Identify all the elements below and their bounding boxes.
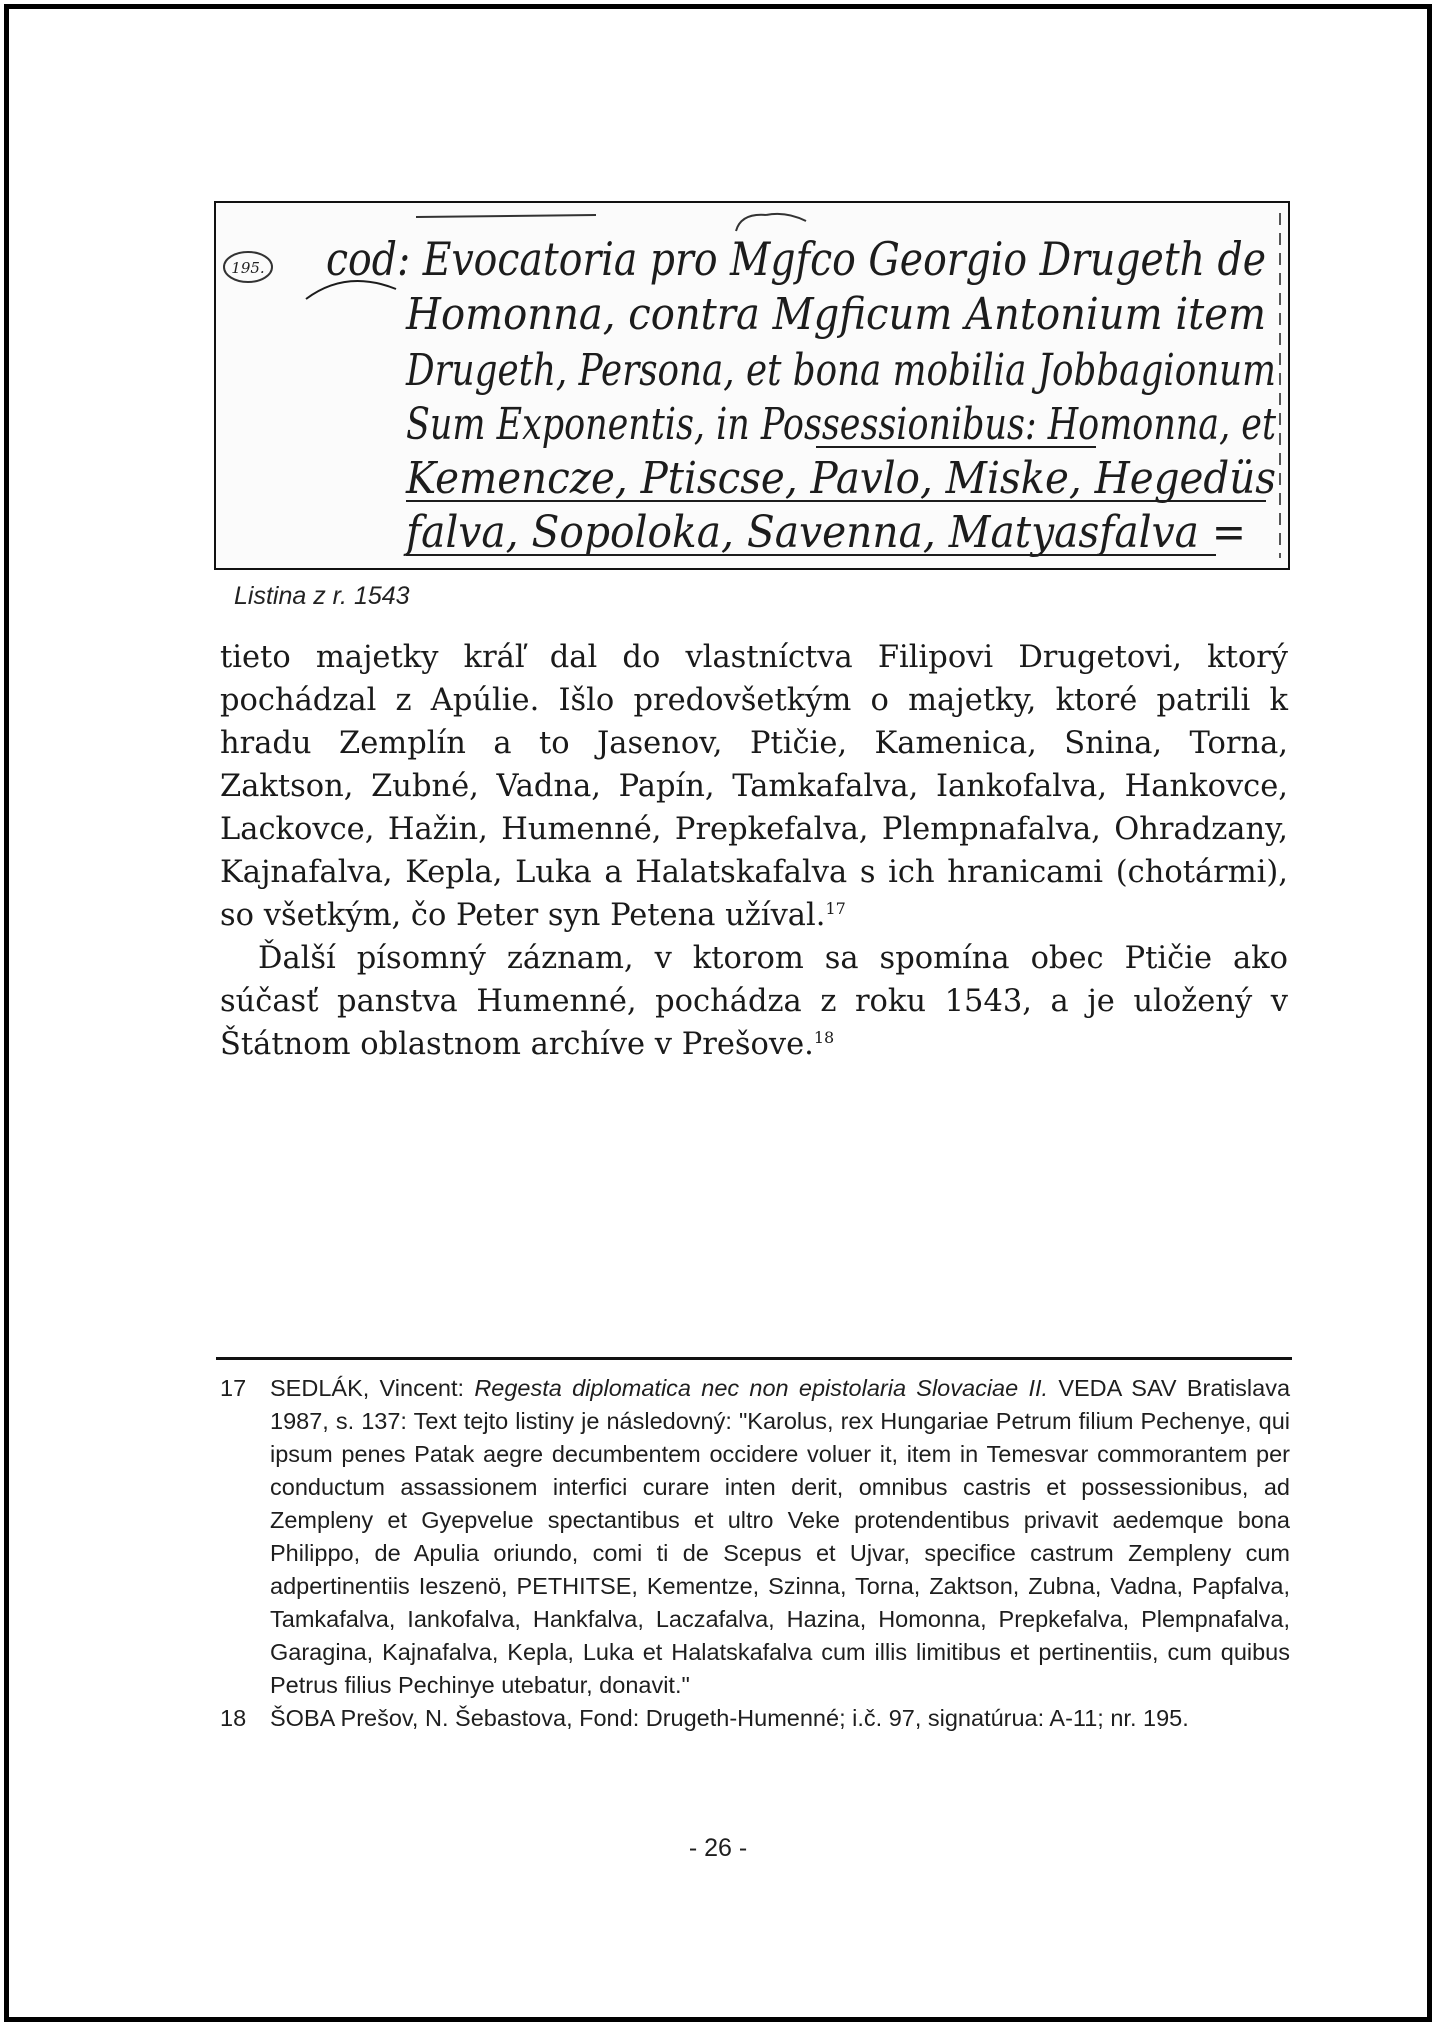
footnote <box>220 1702 1290 1735</box>
page-number: - 26 - <box>688 1834 748 1862</box>
manuscript-line: Kemencze, Ptiscse, Pavlo, Miske, Hegedüs <box>405 453 1276 504</box>
marginal-number: 195. <box>231 259 265 277</box>
manuscript-line: Sum Exponentis, in Possessionibus: Homonna, et <box>406 399 1277 450</box>
footnote-divider <box>216 1357 1292 1360</box>
footnote-ref: 17 <box>825 898 846 918</box>
figure-caption: Listina z r. 1543 <box>234 582 410 610</box>
footnote <box>220 1372 1290 1702</box>
footnote-text <box>270 1372 1290 1702</box>
ink-stroke <box>736 214 806 231</box>
footnote-body: VEDA SAV Bratislava 1987, s. 137: Text tejto listiny je následovný: "Karolus, rex Hungariae Petrum filium Pechenye, qui ipsum penes Patak aegre decumbentem occidere voluer it, item in Temesvar commorantem per conductum assassionem interfici curare inten derit, omnibus castris et possessionibus, ad Zempleny et Gyepvelue spectantibus et ultro Veke protendentibus privavit aedemque bona Philippo, de Apulia oriundo, comi ti de Scepus et Ujvar, specifice castrum Zempleny cum adpertinentiis Ieszenö, PETHITSE, Kementze, Szinna, Torna, Zaktson, Zubna, Vadna, Papfalva, Tamkafalva, Iankofalva, Hankfalva, Laczafalva, Hazina, Homonna, Prepkefalva, Plempnafalva, Garagina, Kajnafalva, Kepla, Luka et Halatskafalva cum illis limitibus et pertinentiis, cum quibus Petrus filius Pechinye utebatur, donavit." <box>270 1375 1291 1698</box>
footnote-text: ŠOBA Prešov, N. Šebastova, Fond: Drugeth-Humenné; i.č. 97, signatúrua: A-11; nr. 195. <box>270 1705 1189 1731</box>
ink-stroke <box>416 215 596 217</box>
footnotes <box>220 1372 1290 1735</box>
manuscript-line: falva, Sopoloka, Savenna, Matyasfalva = <box>403 507 1246 558</box>
paragraph <box>220 937 1288 1066</box>
footnote-number: 17 <box>220 1375 247 1401</box>
footnote-ref: 18 <box>813 1027 835 1047</box>
footnote-number: 18 <box>220 1705 247 1731</box>
manuscript-line: Drugeth, Persona, et bona mobilia Jobbagionum <box>405 345 1276 396</box>
paragraph-text: tieto majetky kráľ dal do vlastníctva Filipovi Drugetovi, ktorý pochádzal z Apúlie. Išlo predovšetkým o majetky, ktoré patrili k hradu Zemplín a to Jasenov, Ptičie, Kamenica, Snina, Torna, Zaktson, Zubné, Vadna, Papín, Tamkafalva, Iankofalva, Hankovce, Lackovce, Hažin, Humenné, Prepkefalva, Plempnafalva, Ohradzany, Kajnafalva, Kepla, Luka a Halatskafalva s ich hranicami (chotármi), so všetkým, čo Peter syn Petena užíval. <box>220 640 1288 933</box>
manuscript-scan <box>216 203 1288 568</box>
paragraph <box>220 636 1288 937</box>
body-text <box>220 636 1288 1066</box>
manuscript-line: cod: Evocatoria pro Mgfco Georgio Drugeth de <box>326 232 1266 286</box>
manuscript-line: Homonna, contra Mgficum Antonium item <box>405 289 1266 340</box>
manuscript-image <box>214 201 1290 570</box>
paragraph-text: Ďalší písomný záznam, v ktorom sa spomína obec Ptičie ako súčasť panstva Humenné, pochádza z roku 1543, a je uložený v Štátnom oblastnom archíve v Prešove. <box>220 941 1288 1062</box>
footnote-title: Regesta diplomatica nec non epistolaria Slovaciae II. <box>474 1375 1049 1401</box>
footnote-author: SEDLÁK, Vincent: <box>270 1375 475 1401</box>
